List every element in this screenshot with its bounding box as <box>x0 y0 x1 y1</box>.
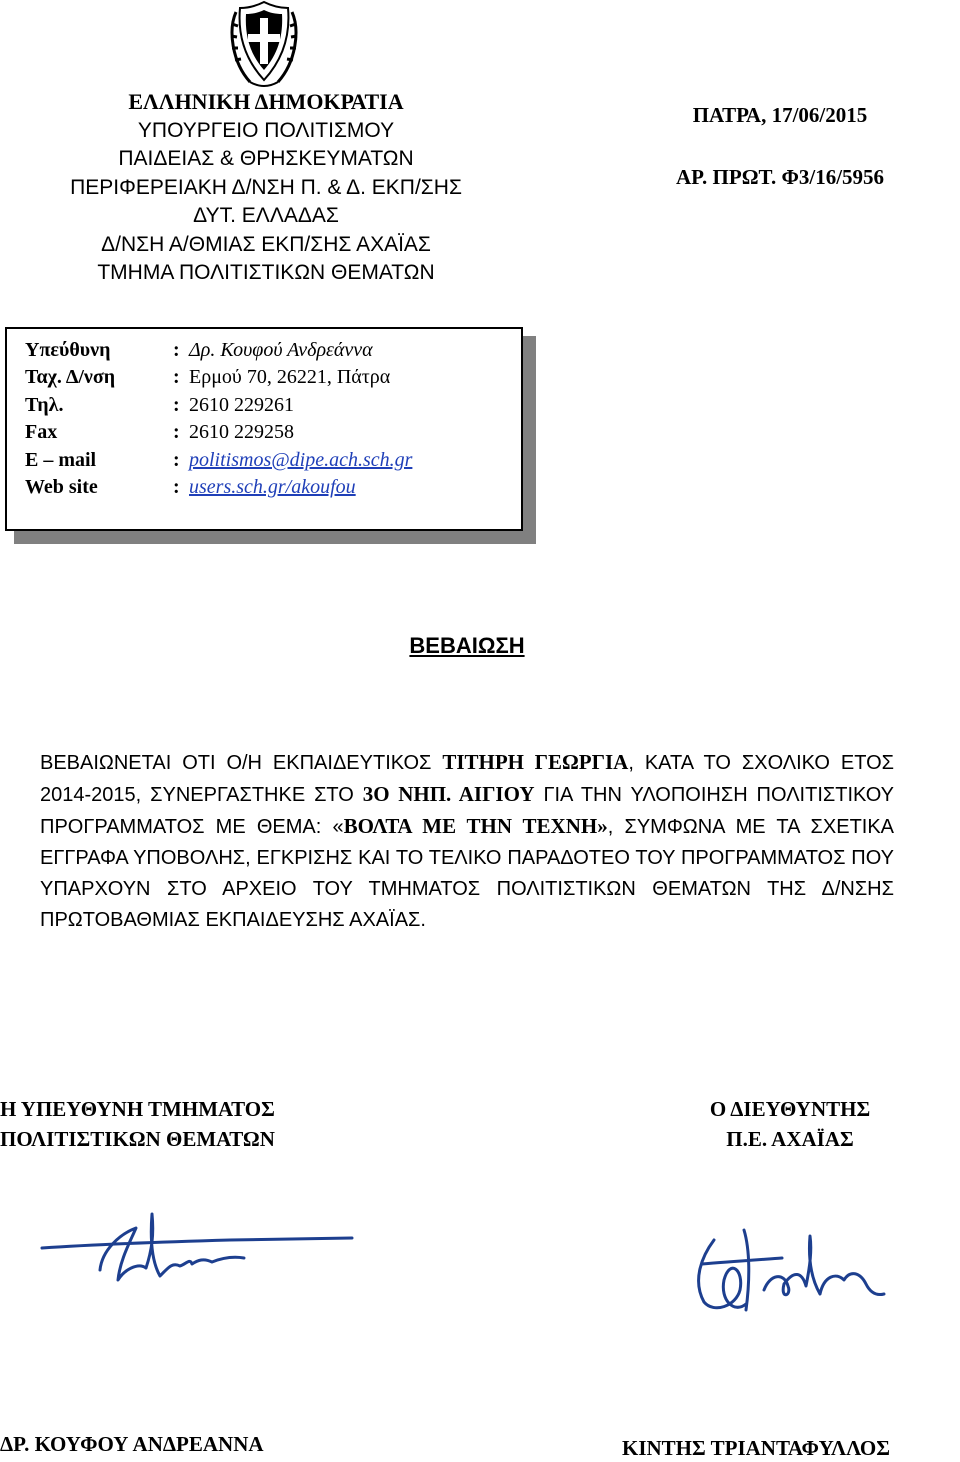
contact-value: 2610 229258 <box>189 421 294 444</box>
body-text-1: ΒΕΒΑΙΩΝΕΤΑΙ ΟΤΙ Ο/Η ΕΚΠΑΙΔΕΥΤΙΚΟΣ <box>40 752 443 774</box>
issuer-header <box>30 88 502 288</box>
certificate-body <box>40 747 894 936</box>
protocol-number: ΑΡ. ΠΡΩΤ. Φ3/16/5956 <box>675 165 885 189</box>
handwritten-signature-left <box>40 1210 360 1300</box>
contact-colon: : <box>173 421 180 444</box>
contact-label: E – mail <box>25 448 97 471</box>
coat-of-arms-emblem <box>226 0 302 90</box>
contact-label: Fax <box>25 421 58 444</box>
program-title: ΒΟΛΤΑ ΜΕ ΤΗΝ ΤΕΧΝΗ» <box>343 814 608 838</box>
contact-box <box>5 327 523 531</box>
teacher-name: ΤΙΤΗΡΗ ΓΕΩΡΓΙΑ <box>442 750 629 774</box>
signatory-left-line-1: Η ΥΠΕΥΘΥΝΗ ΤΜΗΜΑΤΟΣ <box>0 1097 275 1121</box>
contact-value: Δρ. Κουφού Ανδρεάννα <box>189 339 373 361</box>
signatory-right-line-2: Π.Ε. ΑΧΑΪΑΣ <box>726 1127 854 1151</box>
contact-label: Ταχ. Δ/νση <box>25 366 116 389</box>
contact-value: Ερμού 70, 26221, Πάτρα <box>189 366 391 389</box>
contact-table <box>25 339 412 503</box>
contact-row-address <box>25 366 412 393</box>
contact-row-email <box>25 449 412 476</box>
website-link[interactable]: users.sch.gr/akoufou <box>189 475 356 498</box>
signatory-left-line-2: ΠΟΛΙΤΙΣΤΙΚΩΝ ΘΕΜΑΤΩΝ <box>0 1127 275 1151</box>
issuer-line-2: ΥΠΟΥΡΓΕΙΟ ΠΟΛΙΤΙΣΜΟΥ <box>137 118 395 142</box>
body-text-3: ΓΙΑ ΤΗΝ ΥΛΟΠΟΙΗΣΗ ΠΟΛΙΤΙΣΤΙΚΟΥ ΠΡΟΓΡΑΜΜΑΤΟΣ ΜΕ ΘΕΜΑ: « <box>40 784 894 838</box>
issuer-line-6: Δ/ΝΣΗ Α/ΘΜΙΑΣ ΕΚΠ/ΣΗΣ ΑΧΑΪΑΣ <box>101 232 431 256</box>
contact-colon: : <box>173 339 180 361</box>
issuer-line-1: ΕΛΛΗΝΙΚΗ ΔΗΜΟΚΡΑΤΙΑ <box>128 89 404 114</box>
contact-colon: : <box>173 366 180 389</box>
issuer-line-4: ΠΕΡΙΦΕΡΕΙΑΚΗ Δ/ΝΣΗ Π. & Δ. ΕΚΠ/ΣΗΣ <box>70 175 462 199</box>
issuer-line-7: ΤΜΗΜΑ ΠΟΛΙΤΙΣΤΙΚΩΝ ΘΕΜΑΤΩΝ <box>97 261 435 284</box>
issuer-line-3: ΠΑΙΔΕΙΑΣ & ΘΡΗΣΚΕΥΜΑΤΩΝ <box>118 147 414 170</box>
contact-colon: : <box>173 475 180 498</box>
signatory-right-name: ΚΙΝΤΗΣ ΤΡΙΑΝΤΑΦΥΛΛΟΣ <box>622 1436 890 1460</box>
contact-label: Web site <box>25 475 98 498</box>
email-link[interactable]: politismos@dipe.ach.sch.gr <box>189 448 413 471</box>
signatory-right-title <box>660 1094 920 1154</box>
contact-colon: : <box>173 393 180 416</box>
handwritten-signature-right <box>684 1220 894 1320</box>
contact-value: 2610 229261 <box>189 393 294 416</box>
contact-row-website <box>25 476 412 503</box>
contact-colon: : <box>173 448 180 471</box>
contact-row-phone <box>25 394 412 421</box>
contact-label: Τηλ. <box>25 393 64 416</box>
signatory-right-line-1: Ο ΔΙΕΥΘΥΝΤΗΣ <box>709 1097 871 1121</box>
body-text-2: , ΚΑΤΑ ΤΟ ΣΧΟΛΙΚΟ ΕΤΟΣ 2014-2015, ΣΥΝΕΡΓΑΣΤΗΚΕ ΣΤΟ <box>40 752 894 806</box>
issuer-line-5: ΔΥΤ. ΕΛΛΑΔΑΣ <box>193 204 339 227</box>
place-date: ΠΑΤΡΑ, 17/06/2015 <box>692 103 868 127</box>
document-reference <box>660 103 900 197</box>
signatory-left-title <box>0 1094 360 1154</box>
document-title: ΒΕΒΑΙΩΣΗ <box>409 633 525 658</box>
contact-label: Υπεύθυνη <box>25 339 111 361</box>
body-text-4: , ΣΥΜΦΩΝΑ ΜΕ ΤΑ ΣΧΕΤΙΚΑ ΕΓΓΡΑΦΑ ΥΠΟΒΟΛΗΣ, ΕΓΚΡΙΣΗΣ ΚΑΙ ΤΟ ΤΕΛΙΚΟ ΠΑΡΑΔΟΤΕΟ ΤΟΥ ΠΡΟΓΡΑΜΜΑΤΟΣ ΠΟΥ ΥΠΑΡΧΟΥΝ ΣΤΟ ΑΡΧΕΙΟ ΤΟΥ ΤΜΗΜΑΤΟΣ ΠΟΛΙΤΙΣΤΙΚΩΝ ΘΕΜΑΤΩΝ ΤΗΣ Δ/ΝΣΗΣ ΠΡΩΤΟΒΑΘΜΙΑΣ ΕΚΠΑΙΔΕΥΣΗΣ ΑΧΑΪΑΣ. <box>40 816 895 931</box>
school-name: 3Ο ΝΗΠ. ΑΙΓΙΟΥ <box>362 782 535 806</box>
contact-row-responsible <box>25 339 412 366</box>
signatory-left-name: ΔΡ. ΚΟΥΦΟΥ ΑΝΔΡΕΑΝΝΑ <box>0 1432 264 1456</box>
contact-row-fax <box>25 421 412 448</box>
